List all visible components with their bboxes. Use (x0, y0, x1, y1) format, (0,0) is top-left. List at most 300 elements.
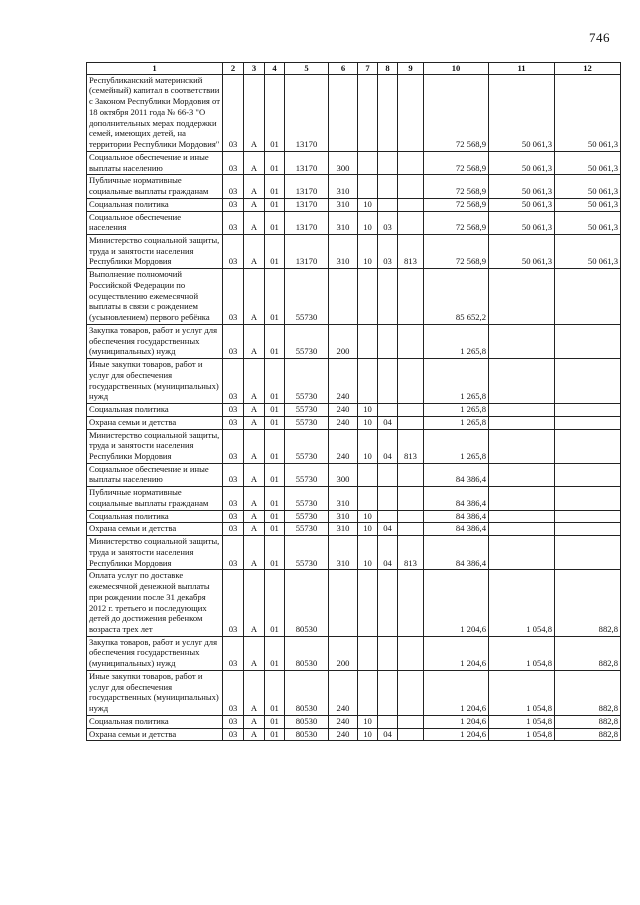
expense-type-cell: 240 (329, 728, 358, 741)
amount-year1-cell: 72 568,9 (424, 198, 489, 211)
table-row (87, 74, 621, 151)
table-row (87, 487, 621, 510)
amount-year3-cell: 50 061,3 (555, 175, 621, 198)
ministry-code-cell (398, 324, 424, 358)
division-cell: 10 (358, 523, 378, 536)
amount-year2-cell (489, 523, 555, 536)
column-header: 12 (555, 63, 621, 75)
program-code-cell: А (244, 429, 265, 463)
budget-table (86, 62, 621, 741)
section-code-cell: 03 (223, 175, 244, 198)
subdivision-cell (378, 715, 398, 728)
amount-year2-cell: 50 061,3 (489, 74, 555, 151)
direction-code-cell: 55730 (285, 463, 329, 486)
direction-code-cell: 80530 (285, 728, 329, 741)
table-row (87, 636, 621, 670)
ministry-code-cell: 813 (398, 536, 424, 570)
row-name-cell: Публичные нормативные социальные выплаты гражданам (87, 175, 223, 198)
amount-year2-cell: 1 054,8 (489, 728, 555, 741)
amount-year1-cell: 85 652,2 (424, 269, 489, 325)
division-cell (358, 670, 378, 715)
subdivision-cell (378, 636, 398, 670)
table-row (87, 235, 621, 269)
direction-code-cell: 55730 (285, 404, 329, 417)
program-code-cell: А (244, 523, 265, 536)
amount-year3-cell (555, 404, 621, 417)
section-code-cell: 03 (223, 211, 244, 234)
direction-code-cell: 13170 (285, 151, 329, 174)
amount-year2-cell: 1 054,8 (489, 636, 555, 670)
expense-type-cell: 240 (329, 359, 358, 404)
subprogram-code-cell: 01 (265, 359, 285, 404)
ministry-code-cell (398, 74, 424, 151)
amount-year2-cell (489, 510, 555, 523)
subprogram-code-cell: 01 (265, 463, 285, 486)
table-row (87, 416, 621, 429)
amount-year2-cell: 1 054,8 (489, 570, 555, 636)
expense-type-cell: 310 (329, 523, 358, 536)
subdivision-cell (378, 404, 398, 417)
column-header: 1 (87, 63, 223, 75)
subdivision-cell: 04 (378, 429, 398, 463)
program-code-cell: А (244, 728, 265, 741)
program-code-cell: А (244, 324, 265, 358)
division-cell (358, 570, 378, 636)
row-name-cell: Республиканский материнский (семейный) капитал в соответствии с Законом Республики Мордовия от 18 октября 2011 года № 66-З "О дополнительных мерах поддержки семей, имеющих детей, на территории Республики Мордовия" (87, 74, 223, 151)
program-code-cell: А (244, 670, 265, 715)
amount-year1-cell: 1 204,6 (424, 636, 489, 670)
table-row (87, 198, 621, 211)
ministry-code-cell (398, 151, 424, 174)
column-header: 2 (223, 63, 244, 75)
amount-year3-cell: 882,8 (555, 728, 621, 741)
subprogram-code-cell: 01 (265, 175, 285, 198)
amount-year2-cell (489, 429, 555, 463)
subdivision-cell (378, 570, 398, 636)
table-row (87, 269, 621, 325)
amount-year1-cell: 72 568,9 (424, 175, 489, 198)
direction-code-cell: 13170 (285, 235, 329, 269)
amount-year2-cell (489, 269, 555, 325)
expense-type-cell: 310 (329, 175, 358, 198)
header-row (87, 63, 621, 75)
amount-year1-cell: 84 386,4 (424, 510, 489, 523)
table-row (87, 404, 621, 417)
subprogram-code-cell: 01 (265, 570, 285, 636)
row-name-cell: Оплата услуг по доставке ежемесячной денежной выплаты при рождении после 31 декабря 2012 г. третьего и последующих детей до достижения ребенком возраста трех лет (87, 570, 223, 636)
subdivision-cell (378, 670, 398, 715)
table-row (87, 211, 621, 234)
section-code-cell: 03 (223, 463, 244, 486)
division-cell: 10 (358, 416, 378, 429)
ministry-code-cell (398, 728, 424, 741)
program-code-cell: А (244, 235, 265, 269)
program-code-cell: А (244, 636, 265, 670)
column-header: 3 (244, 63, 265, 75)
row-name-cell: Выполнение полномочий Российской Федерации по осуществлению ежемесячной выплаты в связи с рождением (усыновлением) первого ребёнка (87, 269, 223, 325)
amount-year1-cell: 1 265,8 (424, 324, 489, 358)
section-code-cell: 03 (223, 636, 244, 670)
amount-year3-cell (555, 463, 621, 486)
direction-code-cell: 55730 (285, 510, 329, 523)
amount-year1-cell: 84 386,4 (424, 523, 489, 536)
table-row (87, 359, 621, 404)
section-code-cell: 03 (223, 570, 244, 636)
subdivision-cell (378, 487, 398, 510)
page-number: 746 (589, 30, 610, 45)
table-row (87, 715, 621, 728)
amount-year2-cell: 1 054,8 (489, 715, 555, 728)
amount-year3-cell (555, 429, 621, 463)
subdivision-cell (378, 269, 398, 325)
section-code-cell: 03 (223, 324, 244, 358)
amount-year1-cell: 84 386,4 (424, 463, 489, 486)
division-cell (358, 487, 378, 510)
expense-type-cell: 310 (329, 510, 358, 523)
row-name-cell: Иные закупки товаров, работ и услуг для обеспечения государственных (муниципальных) нужд (87, 670, 223, 715)
amount-year1-cell: 1 204,6 (424, 728, 489, 741)
expense-type-cell: 310 (329, 536, 358, 570)
ministry-code-cell: 813 (398, 235, 424, 269)
table-row (87, 670, 621, 715)
expense-type-cell: 300 (329, 151, 358, 174)
subprogram-code-cell: 01 (265, 74, 285, 151)
expense-type-cell: 200 (329, 636, 358, 670)
amount-year1-cell: 1 265,8 (424, 359, 489, 404)
ministry-code-cell (398, 510, 424, 523)
amount-year3-cell (555, 416, 621, 429)
amount-year1-cell: 72 568,9 (424, 74, 489, 151)
amount-year2-cell: 50 061,3 (489, 211, 555, 234)
subprogram-code-cell: 01 (265, 728, 285, 741)
division-cell: 10 (358, 536, 378, 570)
amount-year1-cell: 84 386,4 (424, 536, 489, 570)
subprogram-code-cell: 01 (265, 404, 285, 417)
table-row (87, 151, 621, 174)
column-header: 4 (265, 63, 285, 75)
subdivision-cell: 04 (378, 536, 398, 570)
division-cell (358, 324, 378, 358)
section-code-cell: 03 (223, 269, 244, 325)
section-code-cell: 03 (223, 715, 244, 728)
division-cell (358, 636, 378, 670)
ministry-code-cell (398, 211, 424, 234)
subdivision-cell: 03 (378, 211, 398, 234)
ministry-code-cell (398, 359, 424, 404)
program-code-cell: А (244, 198, 265, 211)
row-name-cell: Закупка товаров, работ и услуг для обеспечения государственных (муниципальных) нужд (87, 636, 223, 670)
amount-year3-cell (555, 536, 621, 570)
table-row (87, 510, 621, 523)
subprogram-code-cell: 01 (265, 269, 285, 325)
amount-year3-cell: 50 061,3 (555, 74, 621, 151)
expense-type-cell: 240 (329, 404, 358, 417)
table-row (87, 536, 621, 570)
ministry-code-cell (398, 416, 424, 429)
row-name-cell: Социальная политика (87, 404, 223, 417)
ministry-code-cell: 813 (398, 429, 424, 463)
amount-year1-cell: 84 386,4 (424, 487, 489, 510)
amount-year1-cell: 1 265,8 (424, 416, 489, 429)
amount-year3-cell (555, 487, 621, 510)
subprogram-code-cell: 01 (265, 198, 285, 211)
row-name-cell: Социальное обеспечение населения (87, 211, 223, 234)
row-name-cell: Социальная политика (87, 510, 223, 523)
program-code-cell: А (244, 715, 265, 728)
ministry-code-cell (398, 570, 424, 636)
division-cell (358, 269, 378, 325)
ministry-code-cell (398, 523, 424, 536)
amount-year3-cell: 882,8 (555, 570, 621, 636)
subdivision-cell (378, 510, 398, 523)
row-name-cell: Охрана семьи и детства (87, 523, 223, 536)
program-code-cell: А (244, 269, 265, 325)
subdivision-cell: 04 (378, 523, 398, 536)
column-header: 7 (358, 63, 378, 75)
subprogram-code-cell: 01 (265, 416, 285, 429)
direction-code-cell: 13170 (285, 198, 329, 211)
table-row (87, 324, 621, 358)
direction-code-cell: 80530 (285, 570, 329, 636)
amount-year2-cell: 50 061,3 (489, 198, 555, 211)
program-code-cell: А (244, 570, 265, 636)
row-name-cell: Министерство социальной защиты, труда и занятости населения Республики Мордовия (87, 536, 223, 570)
expense-type-cell: 310 (329, 235, 358, 269)
expense-type-cell: 310 (329, 198, 358, 211)
subdivision-cell (378, 151, 398, 174)
ministry-code-cell (398, 487, 424, 510)
column-header: 6 (329, 63, 358, 75)
ministry-code-cell (398, 198, 424, 211)
ministry-code-cell (398, 463, 424, 486)
row-name-cell: Охрана семьи и детства (87, 728, 223, 741)
amount-year3-cell: 50 061,3 (555, 211, 621, 234)
subdivision-cell (378, 359, 398, 404)
amount-year2-cell: 50 061,3 (489, 151, 555, 174)
subdivision-cell: 04 (378, 728, 398, 741)
section-code-cell: 03 (223, 151, 244, 174)
subprogram-code-cell: 01 (265, 636, 285, 670)
amount-year2-cell (489, 536, 555, 570)
program-code-cell: А (244, 175, 265, 198)
section-code-cell: 03 (223, 523, 244, 536)
division-cell (358, 359, 378, 404)
row-name-cell: Министерство социальной защиты, труда и занятости населения Республики Мордовия (87, 429, 223, 463)
program-code-cell: А (244, 359, 265, 404)
subdivision-cell (378, 175, 398, 198)
subdivision-cell (378, 74, 398, 151)
row-name-cell: Социальное обеспечение и иные выплаты населению (87, 463, 223, 486)
subprogram-code-cell: 01 (265, 151, 285, 174)
subprogram-code-cell: 01 (265, 429, 285, 463)
division-cell: 10 (358, 211, 378, 234)
column-header: 8 (378, 63, 398, 75)
direction-code-cell: 55730 (285, 523, 329, 536)
subprogram-code-cell: 01 (265, 670, 285, 715)
expense-type-cell: 240 (329, 416, 358, 429)
subprogram-code-cell: 01 (265, 487, 285, 510)
program-code-cell: А (244, 536, 265, 570)
row-name-cell: Министерство социальной защиты, труда и занятости населения Республики Мордовия (87, 235, 223, 269)
ministry-code-cell (398, 269, 424, 325)
program-code-cell: А (244, 416, 265, 429)
row-name-cell: Охрана семьи и детства (87, 416, 223, 429)
program-code-cell: А (244, 211, 265, 234)
subprogram-code-cell: 01 (265, 523, 285, 536)
amount-year3-cell: 50 061,3 (555, 151, 621, 174)
row-name-cell: Социальная политика (87, 198, 223, 211)
division-cell: 10 (358, 429, 378, 463)
program-code-cell: А (244, 74, 265, 151)
table-row (87, 728, 621, 741)
subprogram-code-cell: 01 (265, 324, 285, 358)
expense-type-cell: 240 (329, 429, 358, 463)
subprogram-code-cell: 01 (265, 211, 285, 234)
amount-year1-cell: 1 265,8 (424, 404, 489, 417)
table-body (87, 74, 621, 741)
expense-type-cell: 200 (329, 324, 358, 358)
section-code-cell: 03 (223, 487, 244, 510)
amount-year3-cell: 882,8 (555, 670, 621, 715)
division-cell: 10 (358, 715, 378, 728)
section-code-cell: 03 (223, 235, 244, 269)
division-cell (358, 463, 378, 486)
section-code-cell: 03 (223, 728, 244, 741)
direction-code-cell: 55730 (285, 324, 329, 358)
row-name-cell: Социальная политика (87, 715, 223, 728)
amount-year1-cell: 1 204,6 (424, 570, 489, 636)
subdivision-cell (378, 324, 398, 358)
program-code-cell: А (244, 151, 265, 174)
division-cell: 10 (358, 404, 378, 417)
direction-code-cell: 55730 (285, 429, 329, 463)
direction-code-cell: 55730 (285, 269, 329, 325)
section-code-cell: 03 (223, 416, 244, 429)
amount-year2-cell (489, 359, 555, 404)
table-row (87, 429, 621, 463)
column-header: 9 (398, 63, 424, 75)
amount-year2-cell (489, 404, 555, 417)
table-row (87, 463, 621, 486)
ministry-code-cell (398, 670, 424, 715)
row-name-cell: Закупка товаров, работ и услуг для обеспечения государственных (муниципальных) нужд (87, 324, 223, 358)
row-name-cell: Публичные нормативные социальные выплаты гражданам (87, 487, 223, 510)
amount-year3-cell (555, 510, 621, 523)
direction-code-cell: 80530 (285, 636, 329, 670)
direction-code-cell: 55730 (285, 487, 329, 510)
direction-code-cell: 13170 (285, 211, 329, 234)
amount-year3-cell (555, 523, 621, 536)
section-code-cell: 03 (223, 198, 244, 211)
direction-code-cell: 80530 (285, 670, 329, 715)
section-code-cell: 03 (223, 404, 244, 417)
program-code-cell: А (244, 404, 265, 417)
amount-year3-cell: 882,8 (555, 636, 621, 670)
amount-year1-cell: 1 204,6 (424, 715, 489, 728)
amount-year1-cell: 72 568,9 (424, 151, 489, 174)
ministry-code-cell (398, 404, 424, 417)
ministry-code-cell (398, 715, 424, 728)
program-code-cell: А (244, 487, 265, 510)
subdivision-cell: 03 (378, 235, 398, 269)
section-code-cell: 03 (223, 429, 244, 463)
division-cell (358, 74, 378, 151)
ministry-code-cell (398, 636, 424, 670)
division-cell: 10 (358, 235, 378, 269)
direction-code-cell: 55730 (285, 536, 329, 570)
amount-year2-cell (489, 487, 555, 510)
subdivision-cell (378, 198, 398, 211)
amount-year3-cell (555, 324, 621, 358)
subdivision-cell (378, 463, 398, 486)
row-name-cell: Социальное обеспечение и иные выплаты населению (87, 151, 223, 174)
column-header: 10 (424, 63, 489, 75)
direction-code-cell: 55730 (285, 416, 329, 429)
amount-year3-cell: 50 061,3 (555, 235, 621, 269)
amount-year2-cell (489, 463, 555, 486)
amount-year2-cell: 1 054,8 (489, 670, 555, 715)
amount-year3-cell: 882,8 (555, 715, 621, 728)
expense-type-cell: 310 (329, 211, 358, 234)
amount-year2-cell: 50 061,3 (489, 235, 555, 269)
direction-code-cell: 13170 (285, 74, 329, 151)
column-header: 11 (489, 63, 555, 75)
amount-year2-cell (489, 416, 555, 429)
section-code-cell: 03 (223, 74, 244, 151)
subprogram-code-cell: 01 (265, 715, 285, 728)
expense-type-cell: 240 (329, 715, 358, 728)
amount-year1-cell: 1 204,6 (424, 670, 489, 715)
row-name-cell: Иные закупки товаров, работ и услуг для обеспечения государственных (муниципальных) нужд (87, 359, 223, 404)
ministry-code-cell (398, 175, 424, 198)
direction-code-cell: 13170 (285, 175, 329, 198)
division-cell (358, 151, 378, 174)
column-header: 5 (285, 63, 329, 75)
division-cell: 10 (358, 728, 378, 741)
section-code-cell: 03 (223, 359, 244, 404)
subprogram-code-cell: 01 (265, 536, 285, 570)
amount-year3-cell (555, 359, 621, 404)
section-code-cell: 03 (223, 536, 244, 570)
direction-code-cell: 80530 (285, 715, 329, 728)
expense-type-cell (329, 269, 358, 325)
expense-type-cell (329, 74, 358, 151)
division-cell: 10 (358, 198, 378, 211)
expense-type-cell: 240 (329, 670, 358, 715)
amount-year1-cell: 1 265,8 (424, 429, 489, 463)
table-row (87, 175, 621, 198)
subprogram-code-cell: 01 (265, 235, 285, 269)
table-row (87, 570, 621, 636)
division-cell (358, 175, 378, 198)
program-code-cell: А (244, 463, 265, 486)
section-code-cell: 03 (223, 670, 244, 715)
division-cell: 10 (358, 510, 378, 523)
program-code-cell: А (244, 510, 265, 523)
subprogram-code-cell: 01 (265, 510, 285, 523)
amount-year2-cell: 50 061,3 (489, 175, 555, 198)
amount-year1-cell: 72 568,9 (424, 235, 489, 269)
table-row (87, 523, 621, 536)
amount-year3-cell (555, 269, 621, 325)
expense-type-cell (329, 570, 358, 636)
amount-year1-cell: 72 568,9 (424, 211, 489, 234)
subdivision-cell: 04 (378, 416, 398, 429)
amount-year3-cell: 50 061,3 (555, 198, 621, 211)
amount-year2-cell (489, 324, 555, 358)
expense-type-cell: 310 (329, 487, 358, 510)
direction-code-cell: 55730 (285, 359, 329, 404)
